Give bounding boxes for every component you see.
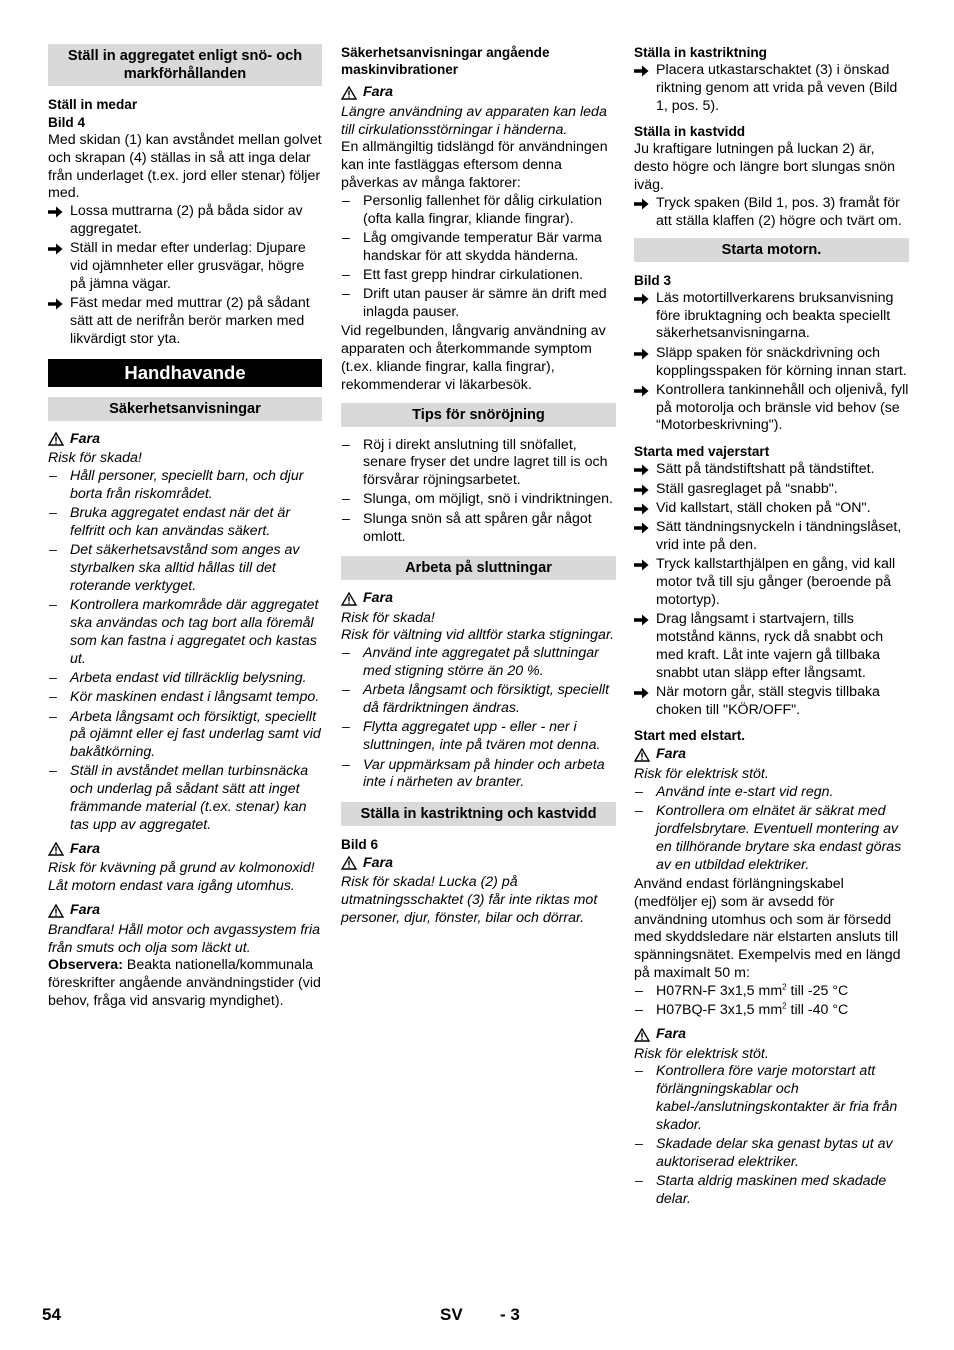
language-code: SV bbox=[440, 1305, 463, 1324]
list-item: – Flytta aggregatet upp - eller - ner i sluttningen, inte på tvären mot denna. bbox=[341, 719, 616, 755]
arrow-right-icon bbox=[634, 65, 649, 77]
list-item: Fäst medar med muttrar (2) på sådant sätt att de nerifrån berör marken med likvärdigt stor yta. bbox=[48, 295, 322, 348]
figure-ref: Bild 3 bbox=[634, 272, 672, 288]
section-header-adjust: Ställ in aggregatet enligt snö- och markförhållanden bbox=[48, 44, 322, 86]
list-item: – Var uppmärksam på hinder och arbeta inte i närheten av branter. bbox=[341, 757, 616, 793]
list-item: – Röj i direkt anslutning till snöfallet, senare fryser det undre lagret till is och försvårar röjningsarbetet. bbox=[341, 437, 616, 490]
warning-label: Fara bbox=[634, 746, 909, 764]
chapter-heading: Handhavande bbox=[48, 359, 322, 387]
page-number: 54 bbox=[42, 1305, 61, 1324]
arrow-right-icon bbox=[634, 687, 649, 699]
risk-text: Risk för kvävning på grund av kolmonoxid! Låt motorn endast vara igång utomhus. bbox=[48, 860, 315, 895]
list-item: – Håll personer, speciellt barn, och djur borta från riskområdet. bbox=[48, 468, 322, 504]
warning-label: Fara bbox=[48, 902, 322, 920]
list-item: – Arbeta långsamt och försiktigt, speciellt då färdriktningen ändras. bbox=[341, 682, 616, 718]
subheading-distance: Ställa in kastvidd bbox=[634, 124, 746, 140]
arrow-right-icon bbox=[48, 206, 63, 218]
risk-text: Längre användning av apparaten kan leda till cirkulationsstörningar i händerna. bbox=[341, 103, 607, 138]
list-item: – H07BQ-F 3x1,5 $mm^2$ till -40 °C bbox=[634, 1002, 909, 1020]
list-item: – Personlig fallenhet för dålig cirkulation (ofta kalla fingrar, kliande fingrar). bbox=[341, 193, 616, 229]
risk-text: Risk för vältning vid alltför starka stigningar. bbox=[341, 627, 615, 644]
arrow-right-icon bbox=[634, 614, 649, 626]
risk-text: Risk för elektrisk stöt. bbox=[634, 766, 769, 783]
tips-list bbox=[341, 437, 616, 547]
warning-triangle-icon bbox=[634, 748, 656, 762]
list-item: – Kontrollera om elnätet är säkrat med jordfelsbrytare. Eventuell montering av en tillhörande brytare ska endast göras av en utbildad elektriker. bbox=[634, 803, 909, 874]
subheading-vibration: Säkerhetsanvisningar angående maskinvibrationer bbox=[341, 45, 550, 77]
subheading-direction: Ställa in kastriktning bbox=[634, 45, 767, 60]
warning-triangle-icon bbox=[341, 856, 363, 870]
warning-triangle-icon bbox=[48, 432, 70, 446]
warning-label: Fara bbox=[48, 841, 322, 859]
arrow-right-icon bbox=[634, 348, 649, 360]
section-header-safety: Säkerhetsanvisningar bbox=[48, 397, 322, 421]
subheading-electric-start: Start med elstart. bbox=[634, 728, 746, 744]
list-item: – Arbeta endast vid tillräcklig belysning. bbox=[48, 670, 322, 688]
risk-text: Brandfara! Håll motor och avgassystem fria från smuts och olja som läckt ut. bbox=[48, 921, 321, 956]
list-item: – Skadade delar ska genast bytas ut av auktoriserad elektriker. bbox=[634, 1136, 909, 1172]
list-item: – Ställ in avståndet mellan turbinsnäcka och underlag på sådant sätt att inget främmande material (t.ex. stenar) kan tas upp av aggregatet. bbox=[48, 763, 322, 834]
warning-triangle-icon bbox=[341, 86, 363, 100]
list-item: Sätt tändningsnyckeln i tändningslåset, vrid inte på den. bbox=[634, 519, 909, 555]
warning-label: Fara bbox=[341, 84, 616, 102]
list-item: Tryck spaken (Bild 1, pos. 3) framåt för att ställa klaffen (2) högre och tvärt om. bbox=[634, 195, 909, 231]
list-item: – H07RN-F 3x1,5 $mm^2$ till -25 °C bbox=[634, 983, 909, 1001]
step-list bbox=[634, 461, 909, 719]
arrow-right-icon bbox=[634, 198, 649, 210]
note-paragraph: Observera: Beakta nationella/kommunala föreskrifter angående användningstider (vid behov, fråga vid ansvarig myndighet). bbox=[48, 957, 321, 1009]
list-item: – Det säkerhetsavstånd som anges av styrbalken ska alltid hållas till det roterande verktyget. bbox=[48, 542, 322, 595]
list-item: Placera utkastarschaktet (3) i önskad riktning genom att vrida på veven (Bild 1, pos. 5). bbox=[634, 62, 909, 115]
list-item: Lossa muttrarna (2) på båda sidor av aggregatet. bbox=[48, 203, 322, 239]
arrow-right-icon bbox=[634, 385, 649, 397]
step-list bbox=[48, 203, 322, 348]
list-item: Ställ gasreglaget på “snabb". bbox=[634, 481, 909, 499]
step-list bbox=[634, 62, 909, 115]
list-item: Släpp spaken för snäckdrivning och kopplingsspaken för körning innan start. bbox=[634, 345, 909, 381]
warning-label: Fara bbox=[341, 590, 616, 608]
figure-ref: Bild 6 bbox=[341, 836, 379, 852]
column-right bbox=[634, 44, 909, 1210]
list-item: – Låg omgivande temperatur Bär varma handskar för att skydda händerna. bbox=[341, 230, 616, 266]
warning-triangle-icon bbox=[48, 842, 70, 856]
risk-text: Risk för skada! bbox=[341, 609, 435, 626]
arrow-right-icon bbox=[634, 484, 649, 496]
list-item: – Använd inte aggregatet på sluttningar med stigning större än 20 %. bbox=[341, 645, 616, 681]
warning-label: Fara bbox=[341, 855, 616, 873]
risk-text: Risk för skada! Lucka (2) på utmatningsschaktet (3) får inte riktas mot personer, djur, fönster, bilar och dörrar. bbox=[341, 874, 598, 926]
arrow-right-icon bbox=[48, 298, 63, 310]
arrow-right-icon bbox=[634, 522, 649, 534]
cable-list bbox=[634, 983, 909, 1020]
list-item: När motorn går, ställ stegvis tillbaka choken till "KÖR/OFF". bbox=[634, 684, 909, 720]
list-item: Tryck kallstarthjälpen en gång, vid kall motor två till sju gånger (beroende på motortyp). bbox=[634, 556, 909, 609]
list-item: – Kör maskinen endast i långsamt tempo. bbox=[48, 689, 322, 707]
figure-ref: Bild 4 bbox=[48, 115, 86, 130]
section-header-slopes: Arbeta på sluttningar bbox=[341, 556, 616, 580]
list-item: – Drift utan pauser är sämre än drift med inlagda pauser. bbox=[341, 286, 616, 322]
subheading-pull-start: Starta med vajerstart bbox=[634, 444, 770, 460]
electric-list bbox=[634, 784, 909, 874]
section-header-start: Starta motorn. bbox=[634, 238, 909, 262]
paragraph: Vid regelbunden, långvarig användning av apparaten och återkommande symptom (t.ex. kliande fingrar, kalla fingrar), rekommenderar vi läkarbesök. bbox=[341, 323, 606, 393]
risk-text: Risk för elektrisk stöt. bbox=[634, 1045, 769, 1062]
safety-list bbox=[48, 468, 322, 834]
list-item: Sätt på tändstiftshatt på tändstiftet. bbox=[634, 461, 909, 479]
list-item: – Använd inte e-start vid regn. bbox=[634, 784, 909, 802]
list-item: – Kontrollera markområde där aggregatet ska användas och tag bort alla föremål som kan fastna i aggregatet och kastas ut. bbox=[48, 597, 322, 668]
list-item: – Slunga, om möjligt, snö i vindriktningen. bbox=[341, 491, 616, 509]
warning-triangle-icon bbox=[341, 592, 363, 606]
risk-text: Risk för skada! bbox=[48, 450, 142, 467]
column-left bbox=[48, 44, 322, 1011]
warning-triangle-icon bbox=[634, 1028, 656, 1042]
electric-list bbox=[634, 1063, 909, 1208]
arrow-right-icon bbox=[48, 243, 63, 255]
step-list bbox=[634, 290, 909, 435]
note-label: Observera: bbox=[48, 957, 123, 974]
list-item: Läs motortillverkarens bruksanvisning före ibruktagning och beakta speciellt säkerhetsanvisningarna. bbox=[634, 290, 909, 343]
column-middle bbox=[341, 44, 616, 928]
arrow-right-icon bbox=[634, 503, 649, 515]
list-item: – Arbeta långsamt och försiktigt, speciellt på ojämnt eller ej fast underlag samt vid bakåtkörning. bbox=[48, 709, 322, 762]
list-item: – Bruka aggregatet endast när det är felfritt och kan användas säkert. bbox=[48, 505, 322, 541]
arrow-right-icon bbox=[634, 464, 649, 476]
list-item: – Kontrollera före varje motorstart att förlängningskablar och kabel-/anslutningskontakter är fria från skador. bbox=[634, 1063, 909, 1134]
page-sub-number: - 3 bbox=[500, 1305, 520, 1324]
subheading-skids: Ställ in medar bbox=[48, 97, 138, 112]
warning-label: Fara bbox=[48, 431, 322, 449]
paragraph: Ju kraftigare lutningen på luckan 2) är, desto högre och längre bort slungas snön iväg. bbox=[634, 141, 896, 193]
list-item: Kontrollera tankinnehåll och oljenivå, fyll på motorolja och bränsle vid behov (se “Motorbeskrivning"). bbox=[634, 382, 909, 435]
list-item: Ställ in medar efter underlag: Djupare vid ojämnheter eller grusvägar, högre på jämna vägar. bbox=[48, 240, 322, 293]
warning-triangle-icon bbox=[48, 904, 70, 918]
warning-label: Fara bbox=[634, 1026, 909, 1044]
section-header-direction: Ställa in kastriktning och kastvidd bbox=[341, 802, 616, 826]
list-item: Drag långsamt i startvajern, tills motstånd känns, ryck då snabbt och med kraft. Låt inte vajern gå tillbaka snabbt utan släpp efter långsamt. bbox=[634, 611, 909, 682]
section-header-tips: Tips för snöröjning bbox=[341, 403, 616, 427]
paragraph: Använd endast förlängningskabel (medföljer ej) som är avsedd för användning utomhus och som är försedd med skyddsledare när elstarten ansluts till spänningsnätet. Exempelvis med en längd på maximalt 50 m: bbox=[634, 875, 901, 981]
list-item: Vid kallstart, ställ choken på “ON". bbox=[634, 500, 909, 518]
paragraph: Med skidan (1) kan avståndet mellan golvet och skrapan (4) ställas in så att inga delar från underlaget (t.ex. jord eller stenar) följer med. bbox=[48, 132, 322, 202]
step-list bbox=[634, 195, 909, 231]
list-item: – Slunga snön så att spåren går något omlott. bbox=[341, 511, 616, 547]
arrow-right-icon bbox=[634, 293, 649, 305]
paragraph: En allmängiltig tidslängd för användningen kan inte fastläggas eftersom denna påverkas av många faktorer: bbox=[341, 139, 608, 191]
list-item: – Ett fast grepp hindrar cirkulationen. bbox=[341, 267, 616, 285]
slope-list bbox=[341, 645, 616, 792]
list-item: – Starta aldrig maskinen med skadade delar. bbox=[634, 1173, 909, 1209]
factor-list bbox=[341, 193, 616, 322]
arrow-right-icon bbox=[634, 559, 649, 571]
